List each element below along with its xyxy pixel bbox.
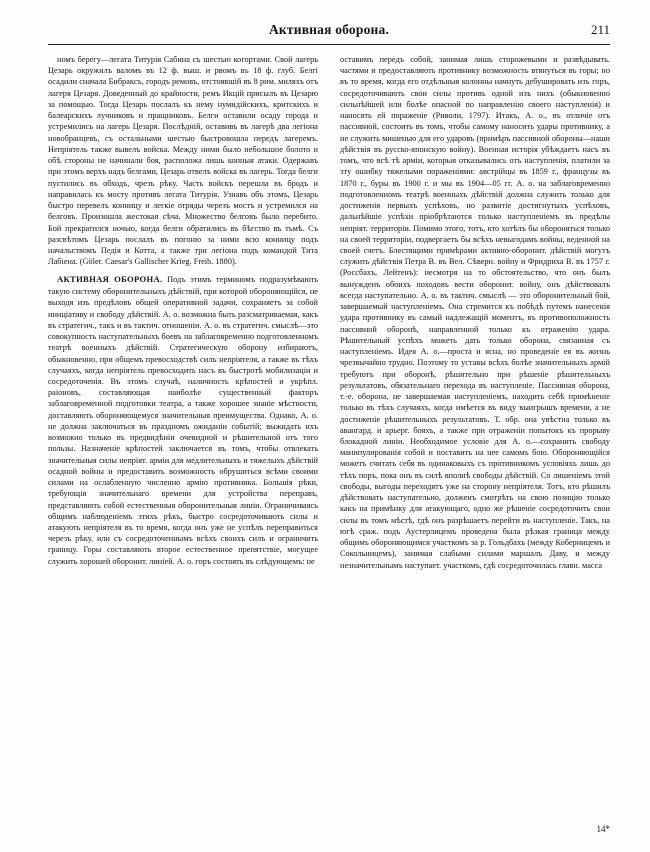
text-columns xyxy=(48,54,610,812)
left-column xyxy=(48,54,318,812)
page-number: 211 xyxy=(590,22,610,37)
page-footer-signature: 14* xyxy=(596,824,610,834)
entry-paragraph: АКТИВНАЯ ОБОРОНА. Подъ этимъ терминомъ подразумѣвають такую систему оборонительныхъ дѣйствій, при которой обороняющійся, не выходя изъ предѣловъ общей оперативной задачи, сохраняетъ за собой иниціативу и свободу дѣйствій. А. о. возможна быть разсматриваемая, какъ въ стратегич., такъ и въ тактич. отношеніи. А. о. въ стратегич. смыслѣ—это совокупность наступательныхъ боевъ на заблаговременно подготовленномъ театрѣ военныхъ дѣйствій. Стратегическую оборону избираютъ, обыкновенно, при общемъ превосходствѣ силъ непріятеля, а также въ тѣхъ случаяхъ, когда непріятель превосходить насъ въ быстротѣ мобилизаціи и сосредоточенія. Въ этомъ случаѣ, наличность крѣпостей и укрѣпл. раіоновъ, составляющая наиболѣе существенный факторъ заблаговременной подготовки театра, а также хорошее знаніе мѣстности, доставляють обороняющемуся значительныя преимущества. Однако, А. о. не должна заключаться въ праздномъ ожиданіи событій; выжидать ихъ возможно только въ предвидѣніи очевидной и рѣшительной отъ того пользы. Назначеніе крѣпостей заключается въ томъ, чтобы отвлекать значительныя силы непріят. арміи для медлительныхъ и тяжелыхъ дѣйствій осадной войны и предоставить возможность обрушиться всѣми своими силами на ослабленную численно армію противника. Большія рѣки, требующія значительнаго времени для устройства переправъ, представляють собой естественныя оборонительныя линіи. Ограничиваясь общимъ наблюденіемъ этихъ рѣкъ, быстро сосредоточивають силы и атакують непріятеля въ то время, когда онъ уже не успѣлъ переправиться черезъ рѣку, или съ сосредоточеннымъ всѣхъ своихъ силъ и ограничить границу. Горы составляють второе естественное препятствіе, могущее служить хорошей оборонит. линіей. А. о. горъ состоять въ слѣдующемъ: не xyxy=(48,274,318,566)
paragraph: номъ берегу—легата Титурія Сабина съ шестью когортами. Свой лагерь Цезарь окружилъ валомъ въ 12 ф. выш. и рвомъ въ 18 ф. глуб. Белгі осадили сначала Бибраксъ, городъ ремовъ, отстоявшій въ 8 рим. миляхъ отъ лагеря Цезаря. Доведенный до крайности, ремъ Икцій присылъ въ Цезарю за помощью. Тогда Цезарь послалъ къ нему нумидійскихъ, критскихъ и балеарскихъ лучниковъ и пращниковъ. Белги оставили осаду города и устремились на лагерь Цезаря. Послѣдній, оставивъ въ лагерѣ два легіона новобранцевъ, съ остальными шестью быстровошла передъ лагеремъ. Непріятель также вывелъ войска. Между ними было небольшое болото и обѣ стороны не начинали боя, расположа лишь конныя атаки. Одержавъ при этомъ верхъ надъ белгами, Цезарь отвелъ войска въ лагерь. Тогда белги пустились въ обходъ, чрезъ рѣку. Часть войскъ перешла въ бродъ и направилась къ мосту противъ легата Титурія. Узнавъ объ этомъ, Цезарь быстро перевелъ конницу и легкіе отряды черезъ мостъ и устремился на белговъ. Произошла жестокая сѣча. Множество белговъ было перебито. Бой прекратился ночью, когда белги обратились въ бѣгство въ тьмѣ. Съ разсвѣтомъ Цезарь послалъ въ погоню за ними всю конницу подъ начальствомъ Педія и Котта, а также три легіона подъ командой Тита Лабіена. (Göler. Caesar's Gallischer Krieg. Freib. 1880). xyxy=(48,55,318,267)
right-column xyxy=(340,54,610,812)
paragraph: оставимъ передъ собой, занимая лишь сторожевыми и развѣдывать. частями и предоставляють противнику возможность втянуться въ горы; но въ то время, когда его отдѣльныя колонны начнуть дебушировать изъ горъ, сосредоточивають свои силы противъ одной изъ нихъ (обыкновенно сильнѣйшей или болѣе опасной по направленію своего наступленія) и наносять ей пораженіе (Риволи, 1797). Итакъ, А. о., въ отличіе отъ пассивной, состоить въ томъ, чтобы самому наносить удары противнику, а не служить мишенью для его ударовъ (примѣръ пассивной обороны—наши дѣйствія въ русско-японскую войну). Военная исторія убѣждаетъ насъ въ томъ, что всѣ тѣ арміи, которыя отказывались отъ наступленія, платили за эту ошибку тяжелыми пораженіями: австрійцы въ 1859 г., французы въ 1870 г., буры въ 1900 г. и мы въ 1904—05 гг. А. о. на заблаговременно подготовленномъ театрѣ военныхъ дѣйствій должна служить только для достиженія первыхъ успѣховъ, но развитіе достигнутыхъ успѣховъ, дальнѣйшіе успѣхи пріобрѣтаются только наступленіемъ въ предѣлы непріят. территоріи. Помимо этого, тотъ, кто хотѣлъ бы обороняться только на своей территоріи, подвергаетъ бы всѣхъ невыгодамъ войны, веденной на своей счетъ. Блестящими примѣрами активно-оборонит. дѣйствій могутъ служить дѣйствія Петра В. въ Вел. Сѣверн. войну и Фридриха В. въ 1757 г. (Россбахъ, Лейтенъ): несмотря на то обстоятельство, что онъ былъ вынужденъ обоихъ походовъ вести оборонит. войну, онъ дѣйствовалъ всегда наступательно. А. о. въ тактич. смыслѣ — это оборонительный бой, завершаемый наступленіемъ. Она стремится къ побѣдѣ путемъ нанесенія удара противнику въ самый надлежащій моментъ, въ противоположность пассивной оборонѣ, направленной только къ отраженію удара. Рѣшительный успѣхъ можеть дать только оборона, связанная съ наступленіемъ. Идея А. о.—проста и ясна, но проведеніе ея въ жизнь чрезвычайно трудно. Поэтому то уставы всѣхъ болѣе значительныхъ армій требуютъ при оборонѣ, рѣшительно при рѣшеніе рѣшительныхъ результатовъ, обязательнаго перехода въ наступленіе. Пассивная оборона, т.-е. оборона, не завершаемая наступленіемъ, находить себѣ примѣненіе только въ тѣхъ случаяхъ, когда имѣется въ виду выигрышъ времени, а не достиженіе рѣшительныхъ результатовъ. Т. обр. она увѣстна только въ авангард. и арьерг. бояхъ, а также при отраженіи попытокъ къ прорыву блокадной линіи. Необходимое условіе для А. о.—сохранить свободу манипулированія собой и поставить на нее самомъ бою. Обороняющійся можетъ считать себя въ одинаковыхъ съ противникомъ условіяхъ лишь до тѣхъ поръ, пока онъ въ силѣ вполнѣ свободы дѣйствій. Со лишеніемъ этой свободы, выгоды переходятъ уже на сторону непріятеля. Тотъ, кто рѣшилъ дѣйствовать наступательно, долженъ смотрѣть на свою позицію только какъ на примѣнку для атакующаго, одно же рѣшеніе сосредоточить свои силы въ томъ мѣстѣ, гдѣ онъ разрѣшаетъ перейти въ наступленіе. Такъ, на югѣ сраж. подъ Аустерлицемъ проведена была рѣзкая граница между общимъ обороняющимся участкомъ за р. Гольдбахъ (между Коберницемъ и Сокольницемъ), занимая слабыми силами маршалъ Даву, и между незначительнымъ наступает. участкомъ, гдѣ сосредоточилась главн. масса xyxy=(340,55,610,570)
paragraph-spacer xyxy=(48,267,318,274)
page-header xyxy=(48,22,610,42)
header-divider xyxy=(48,44,610,45)
page-title: Активная оборона. xyxy=(268,22,390,37)
